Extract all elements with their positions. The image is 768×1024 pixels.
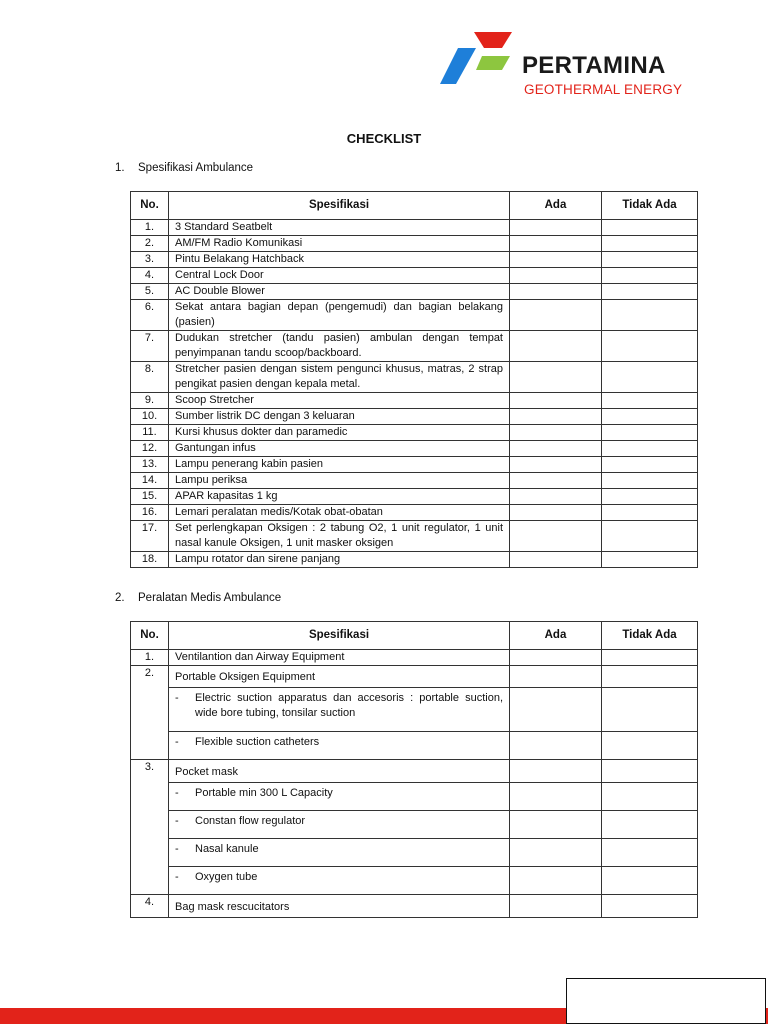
row-number: 2. bbox=[131, 236, 169, 252]
row-spec: Pocket mask bbox=[169, 760, 510, 783]
ada-cell[interactable] bbox=[510, 252, 602, 268]
footer-box bbox=[566, 978, 766, 1024]
medical-equipment-table bbox=[130, 621, 698, 918]
row-number: 16. bbox=[131, 505, 169, 521]
logo-green-shape bbox=[476, 56, 510, 70]
table-row bbox=[131, 331, 698, 362]
tidak-ada-cell[interactable] bbox=[602, 331, 698, 362]
header-spesifikasi: Spesifikasi bbox=[169, 622, 510, 650]
row-spec: AC Double Blower bbox=[169, 284, 510, 300]
row-spec: Gantungan infus bbox=[169, 441, 510, 457]
row-spec: Pintu Belakang Hatchback bbox=[169, 252, 510, 268]
row-spec: Lemari peralatan medis/Kotak obat-obatan bbox=[169, 505, 510, 521]
tidak-ada-cell[interactable] bbox=[602, 839, 698, 867]
row-number: 12. bbox=[131, 441, 169, 457]
ada-cell[interactable] bbox=[510, 650, 602, 666]
ada-cell[interactable] bbox=[510, 732, 602, 760]
table-row bbox=[131, 552, 698, 568]
row-number: 1. bbox=[131, 220, 169, 236]
tidak-ada-cell[interactable] bbox=[602, 666, 698, 688]
ada-cell[interactable] bbox=[510, 760, 602, 783]
table-row bbox=[131, 300, 698, 331]
ada-cell[interactable] bbox=[510, 300, 602, 331]
table-row bbox=[131, 457, 698, 473]
tidak-ada-cell[interactable] bbox=[602, 867, 698, 895]
table-row bbox=[131, 284, 698, 300]
sub-spec-text: Portable min 300 L Capacity bbox=[195, 787, 333, 799]
table-row bbox=[131, 362, 698, 393]
section-1-title: Spesifikasi Ambulance bbox=[138, 162, 254, 174]
table-subrow bbox=[131, 867, 698, 895]
section-1-heading bbox=[115, 162, 253, 174]
tidak-ada-cell[interactable] bbox=[602, 236, 698, 252]
table-header-row bbox=[131, 192, 698, 220]
table-row bbox=[131, 473, 698, 489]
table-row bbox=[131, 236, 698, 252]
row-number: 7. bbox=[131, 331, 169, 362]
table-row bbox=[131, 650, 698, 666]
tidak-ada-cell[interactable] bbox=[602, 552, 698, 568]
sub-dash: - bbox=[175, 787, 179, 799]
tidak-ada-cell[interactable] bbox=[602, 393, 698, 409]
ada-cell[interactable] bbox=[510, 441, 602, 457]
tidak-ada-cell[interactable] bbox=[602, 220, 698, 236]
header-no: No. bbox=[131, 192, 169, 220]
row-spec: Lampu periksa bbox=[169, 473, 510, 489]
row-number: 5. bbox=[131, 284, 169, 300]
ada-cell[interactable] bbox=[510, 552, 602, 568]
ambulance-spec-table bbox=[130, 191, 698, 568]
header-ada: Ada bbox=[510, 622, 602, 650]
ada-cell[interactable] bbox=[510, 331, 602, 362]
header-tidak-ada: Tidak Ada bbox=[602, 622, 698, 650]
ada-cell[interactable] bbox=[510, 839, 602, 867]
sub-spec bbox=[169, 811, 510, 839]
header-ada: Ada bbox=[510, 192, 602, 220]
row-spec: Kursi khusus dokter dan paramedic bbox=[169, 425, 510, 441]
table-row bbox=[131, 441, 698, 457]
section-2-title: Peralatan Medis Ambulance bbox=[138, 592, 282, 604]
row-spec: Set perlengkapan Oksigen : 2 tabung O2, 1 unit regulator, 1 unit nasal kanule Oksigen, 1 unit masker oksigen bbox=[169, 521, 510, 552]
row-number: 3. bbox=[131, 760, 169, 895]
tidak-ada-cell[interactable] bbox=[602, 783, 698, 811]
tidak-ada-cell[interactable] bbox=[602, 457, 698, 473]
table-subrow bbox=[131, 732, 698, 760]
sub-spec bbox=[169, 839, 510, 867]
sub-spec-text: Constan flow regulator bbox=[195, 815, 306, 827]
row-spec: Stretcher pasien dengan sistem pengunci khusus, matras, 2 strap pengikat pasien dengan kepala metal. bbox=[169, 362, 510, 393]
ada-cell[interactable] bbox=[510, 666, 602, 688]
sub-spec bbox=[169, 867, 510, 895]
tidak-ada-cell[interactable] bbox=[602, 760, 698, 783]
ada-cell[interactable] bbox=[510, 409, 602, 425]
row-number: 4. bbox=[131, 268, 169, 284]
row-number: 3. bbox=[131, 252, 169, 268]
row-spec: Bag mask rescucitators bbox=[169, 895, 510, 918]
ada-cell[interactable] bbox=[510, 362, 602, 393]
tidak-ada-cell[interactable] bbox=[602, 362, 698, 393]
table-row bbox=[131, 505, 698, 521]
ada-cell[interactable] bbox=[510, 473, 602, 489]
ada-cell[interactable] bbox=[510, 489, 602, 505]
tidak-ada-cell[interactable] bbox=[602, 650, 698, 666]
tidak-ada-cell[interactable] bbox=[602, 688, 698, 732]
row-number: 2. bbox=[131, 666, 169, 760]
row-number: 6. bbox=[131, 300, 169, 331]
row-spec: Scoop Stretcher bbox=[169, 393, 510, 409]
table-row bbox=[131, 252, 698, 268]
table-subrow bbox=[131, 811, 698, 839]
logo-mark-icon bbox=[436, 26, 516, 86]
row-number: 4. bbox=[131, 895, 169, 918]
ada-cell[interactable] bbox=[510, 783, 602, 811]
ada-cell[interactable] bbox=[510, 236, 602, 252]
table-row bbox=[131, 489, 698, 505]
header-no: No. bbox=[131, 622, 169, 650]
logo-subtitle-text: GEOTHERMAL ENERGY bbox=[524, 82, 683, 97]
row-number: 13. bbox=[131, 457, 169, 473]
table-row bbox=[131, 760, 698, 783]
row-number: 14. bbox=[131, 473, 169, 489]
ada-cell[interactable] bbox=[510, 811, 602, 839]
header-spesifikasi: Spesifikasi bbox=[169, 192, 510, 220]
table-row bbox=[131, 521, 698, 552]
tidak-ada-cell[interactable] bbox=[602, 489, 698, 505]
ada-cell[interactable] bbox=[510, 457, 602, 473]
ada-cell[interactable] bbox=[510, 867, 602, 895]
section-2-heading bbox=[115, 592, 281, 604]
ada-cell[interactable] bbox=[510, 688, 602, 732]
sub-spec bbox=[169, 732, 510, 760]
row-spec: Sumber listrik DC dengan 3 keluaran bbox=[169, 409, 510, 425]
table-row bbox=[131, 268, 698, 284]
table-row bbox=[131, 425, 698, 441]
logo-blue-shape bbox=[440, 48, 476, 84]
row-number: 8. bbox=[131, 362, 169, 393]
sub-spec-text: Flexible suction catheters bbox=[195, 736, 320, 748]
tidak-ada-cell[interactable] bbox=[602, 732, 698, 760]
ada-cell[interactable] bbox=[510, 895, 602, 918]
table-header-row bbox=[131, 622, 698, 650]
table-row bbox=[131, 220, 698, 236]
sub-dash: - bbox=[175, 736, 179, 748]
ada-cell[interactable] bbox=[510, 268, 602, 284]
tidak-ada-cell[interactable] bbox=[602, 268, 698, 284]
ada-cell[interactable] bbox=[510, 393, 602, 409]
sub-spec-text: Oxygen tube bbox=[195, 871, 258, 883]
sub-dash: - bbox=[175, 871, 179, 883]
row-number: 10. bbox=[131, 409, 169, 425]
row-spec: Ventilantion dan Airway Equipment bbox=[169, 650, 510, 666]
tidak-ada-cell[interactable] bbox=[602, 284, 698, 300]
sub-spec bbox=[169, 688, 510, 732]
row-number: 17. bbox=[131, 521, 169, 552]
table-row bbox=[131, 666, 698, 688]
row-spec: Portable Oksigen Equipment bbox=[169, 666, 510, 688]
row-number: 18. bbox=[131, 552, 169, 568]
row-spec: AM/FM Radio Komunikasi bbox=[169, 236, 510, 252]
sub-spec-text: Electric suction apparatus dan accesoris : portable suction, wide bore tubing, tonsilar suction bbox=[195, 692, 503, 719]
sub-dash: - bbox=[175, 692, 179, 704]
row-spec: Dudukan stretcher (tandu pasien) ambulan dengan tempat penyimpanan tandu scoop/backboard. bbox=[169, 331, 510, 362]
section-1-number: 1. bbox=[115, 162, 125, 174]
row-spec: Lampu rotator dan sirene panjang bbox=[169, 552, 510, 568]
row-spec: Lampu penerang kabin pasien bbox=[169, 457, 510, 473]
tidak-ada-cell[interactable] bbox=[602, 521, 698, 552]
section-2-number: 2. bbox=[115, 592, 125, 604]
row-spec: APAR kapasitas 1 kg bbox=[169, 489, 510, 505]
row-number: 11. bbox=[131, 425, 169, 441]
logo-red-shape bbox=[474, 32, 512, 48]
table-row bbox=[131, 895, 698, 918]
header-tidak-ada: Tidak Ada bbox=[602, 192, 698, 220]
table-row bbox=[131, 393, 698, 409]
sub-spec-text: Nasal kanule bbox=[195, 843, 259, 855]
sub-spec bbox=[169, 783, 510, 811]
logo-brand-text: PERTAMINA bbox=[522, 52, 666, 79]
tidak-ada-cell[interactable] bbox=[602, 252, 698, 268]
document-title: CHECKLIST bbox=[346, 131, 422, 146]
tidak-ada-cell[interactable] bbox=[602, 473, 698, 489]
row-number: 1. bbox=[131, 650, 169, 666]
ada-cell[interactable] bbox=[510, 521, 602, 552]
sub-dash: - bbox=[175, 843, 179, 855]
tidak-ada-cell[interactable] bbox=[602, 300, 698, 331]
ada-cell[interactable] bbox=[510, 505, 602, 521]
row-spec: 3 Standard Seatbelt bbox=[169, 220, 510, 236]
row-number: 9. bbox=[131, 393, 169, 409]
tidak-ada-cell[interactable] bbox=[602, 441, 698, 457]
tidak-ada-cell[interactable] bbox=[602, 505, 698, 521]
table-subrow bbox=[131, 839, 698, 867]
tidak-ada-cell[interactable] bbox=[602, 811, 698, 839]
tidak-ada-cell[interactable] bbox=[602, 425, 698, 441]
row-spec: Sekat antara bagian depan (pengemudi) dan bagian belakang (pasien) bbox=[169, 300, 510, 331]
table-subrow bbox=[131, 688, 698, 732]
ada-cell[interactable] bbox=[510, 220, 602, 236]
pertamina-logo bbox=[436, 26, 683, 104]
sub-dash: - bbox=[175, 815, 179, 827]
ada-cell[interactable] bbox=[510, 284, 602, 300]
ada-cell[interactable] bbox=[510, 425, 602, 441]
table-subrow bbox=[131, 783, 698, 811]
tidak-ada-cell[interactable] bbox=[602, 409, 698, 425]
row-number: 15. bbox=[131, 489, 169, 505]
table-row bbox=[131, 409, 698, 425]
row-spec: Central Lock Door bbox=[169, 268, 510, 284]
tidak-ada-cell[interactable] bbox=[602, 895, 698, 918]
